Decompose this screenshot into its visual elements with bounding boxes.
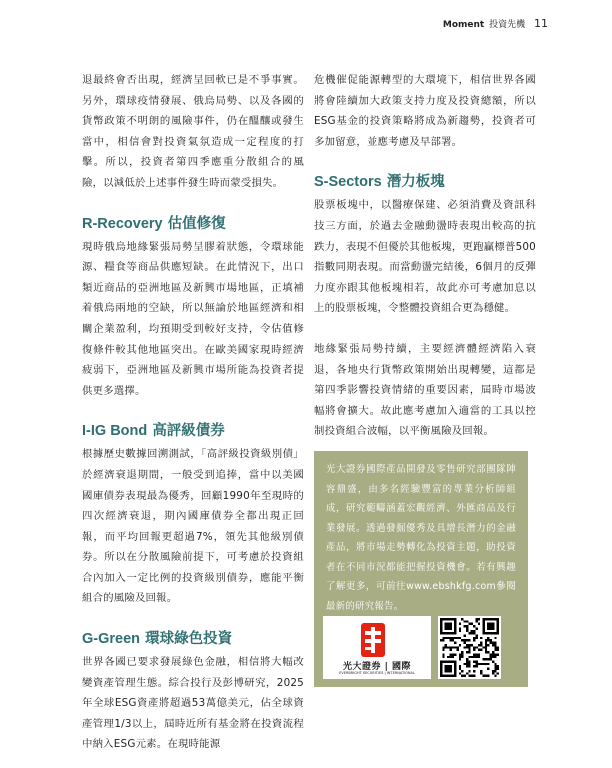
left-column — [82, 70, 304, 755]
info-box-text: 光大證券國際產品開發及零售研究部團隊陣容鼎盛，由多名經驗豐富的專業分析師組成，研究範疇涵蓋宏觀經濟、外匯商品及行業發展。透過發掘優秀及具增長潛力的金融產品，將市場走勢轉化為投資主題，助投資者在不同市況都能把握投資機會。若有興趣了解更多，可前往www.ebshkfg.com參閱最新的研究報告。 — [326, 464, 516, 612]
green-paragraph: 世界各國已要求發展綠色金融，相信將大幅改變資產管理生態。綜合投行及彭博研究，2025年全球ESG資產將超過53萬億美元，佔全球資產管理1/3以上，屆時近所有基金將在投資流程中納入ESG元素。在現時能源 — [82, 656, 304, 751]
intro-paragraph: 退最終會否出現，經濟呈回軟已是不爭事實。另外，環球疫情發展、俄烏局勢、以及各國的貨幣政策不明朗的風險事件，仍在醞釀或發生當中，相信會對投資氣氛造成一定程度的打擊。所以，投資者第四季應重分散組合的風險，以減低於上述事件發生時而蒙受損失。 — [82, 74, 304, 189]
heading-en: S-Sectors — [314, 174, 382, 191]
green-heading — [82, 629, 304, 649]
section-name: 投資先機 — [489, 20, 526, 30]
heading-en: R-Recovery — [82, 215, 163, 232]
heading-zh: 潛力板塊 — [386, 174, 445, 191]
sectors-heading — [314, 172, 536, 192]
qr-code[interactable] — [438, 616, 501, 679]
ig-bond-paragraph: 根據歷史數據回溯測試，「高評級投資級別債」於經濟衰退期間，一般受到追捧，當中以美國國庫債券表現最為優秀，回顧1990年至現時的四次經濟衰退，期內國庫債券全都出現正回報，而平均回報更超過7%，領先其他級別債券。所以在分散風險前提下，可考慮於投資組合內加入一定比例的投資級別債券，應能平衡組合的風險及回報。 — [82, 448, 304, 605]
qr-code-graphic — [440, 618, 499, 677]
magazine-name: Moment — [442, 20, 485, 30]
closing-paragraph: 地緣緊張局勢持續，主要經濟體經濟陷入衰退，各地央行貨幣政策開始出現轉變，這都是第四季影響投資情緒的重要因素，屆時市場波幅將會擴大。故此應考慮加入適當的工具以控制投資組合波幅，以平衡風險及回報。 — [314, 342, 536, 438]
research-info-box — [314, 451, 528, 687]
right-column — [314, 70, 536, 442]
recovery-heading — [82, 214, 304, 234]
page-header — [443, 17, 548, 30]
heading-zh: 環球綠色投資 — [145, 631, 233, 648]
heading-zh: 估值修復 — [167, 215, 226, 232]
everbright-logo-mark — [351, 621, 395, 659]
continuation-paragraph: 危機催促能源轉型的大環境下，相信世界各國將會陸續加大政策支持力度及投資總額，所以ESG基金的投資策略將成為新趨勢，投資者可多加留意，並應考慮及早部署。 — [314, 74, 536, 148]
ig-bond-heading — [82, 421, 304, 441]
recovery-paragraph: 現時俄烏地緣緊張局勢呈膠着狀態，令環球能源、糧食等商品供應短缺。在此情況下，出口類近商品的亞洲地區及新興市場地區，正填補着俄烏兩地的空缺，所以無論於地區經濟和相關企業盈利，均預期受到較好支持，令估值修復條件較其他地區突出。在歐美國家現時經濟疲弱下，亞洲地區及新興市場所能為投資者提供更多選擇。 — [82, 240, 304, 397]
heading-en: I-IG Bond — [82, 423, 148, 440]
logo-subtext: EVERBRIGHT SECURITIES | INTERNATIONAL — [339, 671, 415, 675]
heading-zh: 高評級債券 — [152, 423, 225, 440]
heading-en: G-Green — [82, 631, 141, 648]
everbright-logo — [323, 616, 431, 679]
logo-wordmark: 光大證券 | 國際 — [342, 662, 412, 672]
page-number: 11 — [534, 17, 548, 30]
sectors-paragraph: 股票板塊中，以醫療保建、必須消費及資訊科技三方面，於過去金融動盪時表現出較高的抗跌力，表現不但優於其他板塊，更跑贏標普500指數同期表現。而當動盪完結後，6個月的反彈力度亦跟其他板塊相若，故此亦可考慮加息以上的股票板塊，令整體投資組合更為穩健。 — [314, 199, 536, 315]
